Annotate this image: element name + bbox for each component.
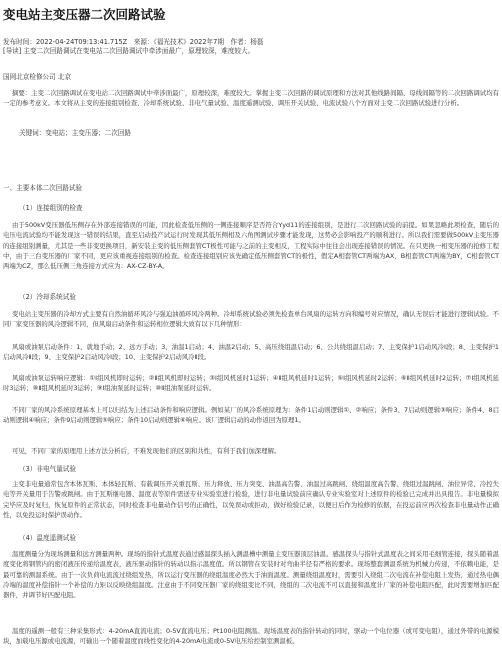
keywords: 关键词：变电站；主变压器；二次回路 xyxy=(19,129,132,137)
abstract: 摘要：主变二次回路调试在变电站二次回路调试中牵涉面最广，原理较深，难度较大。掌握主变二次回路的调试原理和方法对其他线路间隔、母线间隔等的二次回路调试均有一定的参考意义。本文将从主变的连接组别检查、冷却系统试验、非电气量试验、温度遥测试验、调压开关试验、电流试验八个方面对主变二次回路试验进行分析。 xyxy=(3,89,499,108)
paragraph: 可见，不同厂家的原理用上述方法分析后，不难发现他们的区别和共性，有利于我们加深理解。 xyxy=(11,447,281,455)
lead-summary: [导读] 主变二次回路调试在变电站二次回路调试中牵涉面最广，原理较深，难度较大。 xyxy=(3,47,255,55)
subsection-heading: （2）冷却系统试验 xyxy=(19,293,76,301)
paragraph: 主变非电量通常包含本体瓦斯、本体轻瓦斯、有载调压开关重瓦斯、压力释放、压力突变、油温高告警、油温过高跳闸、绕组温度高告警、绕组过温跳闸、油位异常、冷控失电等开关量用于告警或跳闸。由于瓦斯继电器、温度表等原件需送专业实验室进行检验，进行非电量试验前应确认专业实验室对上述原件的检验已完成并出具报告。非电量模拟完毕应及时复归，恢复原件的正常状态，同时检查非电量动作信号的正确性，以免误动或拒动，做好检验记录，以便日后作为检修的依据，在投运前应再次检查非电量动作正确性，以免投运时保护误动作。 xyxy=(3,480,499,519)
subsection-heading: （3）非电气量试验 xyxy=(19,465,76,473)
paragraph: 由于500kV变压器低压侧存在外部连接错误的可能，因此检查低压侧的一侧连接顺序是否符合Yyd11的连接组别，是进行二次回路试验的前提。如果忽略此项检查，随后的电压电流试验均不能发现这一错误的结果，直至启动投产试运行时发现其低压侧相及六角图测试步骤才能发现，这势必会影响投产的顺利进行。所以我们需要做500kV主变压器的连接组别测量，尤其是一些非变更换项目，新安装主变的低压侧套管CT极性可能与之前的主变相反，工程实际中往往会出现连接错误的情况。在只更换一相变压器的抢修工程中，由于三台变压器的厂家不同，更应该重视连接组别的检查。检查连接组别应该先确定低压侧套管CT的极性，假定A相套管CT两端为AX，B相套管CT两端为BY，C相套管CT两端为CZ，那么低压侧三角连接方式应为：AX-CZ-BY-A。 xyxy=(3,221,499,271)
paragraph: 变电站主变压器的冷却方式主要有自然油循环风冷与强迫油循环风冷两种。冷却系统试验必须先检查单台风扇的运转方向和编号对应情况，确认无误后才能进行逻辑试验。不同厂家变压器的风冷逻辑不同，但风扇启动条件和运转相位逻辑大致有以下几种情形： xyxy=(3,310,499,329)
author-organization: 国网北京检修公司 北京 xyxy=(3,73,72,81)
publish-info: 发布时间：2022-04-24T09:13:41.715Z 来源：《福光技术》2022年7期 作者：杨磊 xyxy=(3,38,264,46)
paragraph: 温度测量分为现场测量和远方测量两种。现场的指针式温度表通过感温探头插入测温槽中测量主变压器顶层油温。感温探头与指针式温度表之间采用毛细管连接，探头随着温度变化将钢管内的密闭液压传递给温度表，液压驱动指针的转动以指示温度值。所以钢管在安装时对弯曲半径有严格的要求。现场整套测温系统为机械力传递，不依赖电能，是最可靠的测温系统。由于一次负荷电流流过绕组发热，所以运行变压器的绕组温度必然大于油面温度。测量绕组温度时，需要引入绕组二次电流在补偿电阻上发热，通过热电偶冷端的温度补偿指针一个补偿的力矩以反映绕组温度。注意由于不同变压器厂家的绕组变比不同，绕组的二次电流不可以直接和温度计厂家的补偿电阻匹配，此时需要增加匹配器件，并调节好匹配电阻。 xyxy=(3,550,499,600)
paragraph: 温度的遥测一般有三种采集形式：4-20mA直流电流；0-5V直流电压；Pt100电阻测温。现场温度表的指针转动的同时，驱动一个电位器（或可变电阻），通过外带的电源模块，加载电压源或电流源，可输出一个随着温度而线性变化的4-20mA电流或0-5V电压给控制室测温板。 xyxy=(3,627,499,646)
paragraph: 不同厂家的风冷系统原理基本上可以归结为上述启动条件和响应逻辑。例如某厂的风冷系统原理为：条件1启动则逻辑①、②响应；条件3、7启动则逻辑③响应；条件4、8启动则逻辑④响应；条件9启动则逻辑⑤响应；条件10启动则逻辑⑥响应。该厂逻辑启动的动作返回为原理1。 xyxy=(3,406,499,425)
subsection-heading: （1）连接组别的检查 xyxy=(19,204,83,212)
subsection-heading: （4）温度遥测试验 xyxy=(19,534,76,542)
paragraph: 风扇或油泵启动条件：1、就地手动；2、远方手动；3、油温1启动；4、油温2启动；5、高压绕组温启动；6、公共绕组温启动；7、主变保护1启动风冷Ⅰ段；8、主变保护1启动风冷Ⅱ段；9、主变保护2启动风冷Ⅰ段；10、主变保护2启动风冷Ⅱ段。 xyxy=(3,343,499,362)
section-heading: 一、主要本体二次回路试验 xyxy=(3,184,83,192)
paragraph: 风扇或油泵运转响应逻辑：①Ⅰ组风机即时运转；②Ⅱ组风机即时运转；③Ⅰ组风机延时1运转；④Ⅱ组风机延时1运转；⑤Ⅰ组风机延时2运转；⑥Ⅱ组风机延时2运转；⑦Ⅰ组风机延时3运转；⑧Ⅱ组风机延时3运转；⑨Ⅰ组油泵延时运转；⑩Ⅱ组油泵延时运转。 xyxy=(3,374,499,393)
article-title: 变电站主变压器二次回路试验 xyxy=(3,7,166,22)
